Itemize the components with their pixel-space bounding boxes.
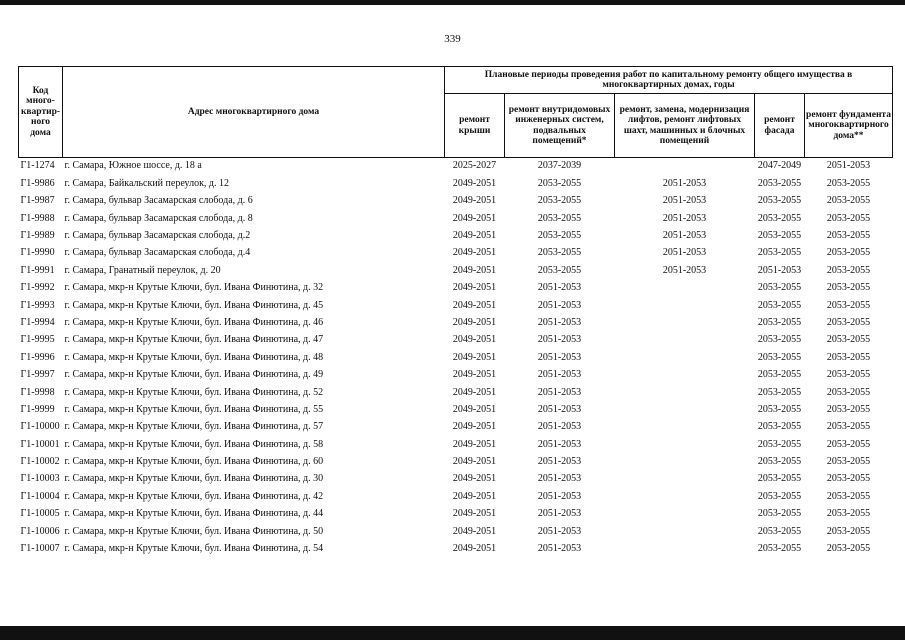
cell-lifts: [615, 419, 755, 436]
cell-roof: 2049-2051: [452, 421, 497, 433]
cell-lifts: [615, 436, 755, 453]
cell-facade: 2053-2055: [757, 490, 802, 502]
table-row: [19, 419, 893, 436]
cell-facade: 2053-2055: [757, 456, 802, 468]
cell-engineering-systems: 2053-2055: [537, 212, 582, 224]
cell-code: Г1-1274: [20, 160, 55, 172]
cell-engineering-systems: 2051-2053: [537, 490, 582, 502]
cell-foundation: 2053-2055: [826, 438, 871, 450]
cell-engineering-systems: 2037-2039: [537, 160, 582, 172]
cell-address: г. Самара, мкр-н Крутые Ключи, бул. Ивана Финютина, д. 30: [64, 473, 324, 485]
cell-facade: 2053-2055: [757, 438, 802, 450]
cell-facade: 2053-2055: [757, 369, 802, 381]
cell-code: Г1-9993: [20, 299, 55, 311]
cell-code: Г1-10007: [20, 543, 60, 555]
cell-roof: 2049-2051: [452, 334, 497, 346]
table-row: [19, 541, 893, 558]
cell-address: г. Самара, мкр-н Крутые Ключи, бул. Ивана Финютина, д. 57: [64, 421, 324, 433]
cell-code: Г1-10000: [20, 421, 60, 433]
cell-foundation: 2053-2055: [826, 543, 871, 555]
cell-address: г. Самара, мкр-н Крутые Ключи, бул. Ивана Финютина, д. 55: [64, 403, 324, 415]
cell-roof: 2049-2051: [452, 212, 497, 224]
cell-roof: 2049-2051: [452, 403, 497, 415]
cell-lifts: 2051-2053: [662, 264, 707, 276]
cell-address: г. Самара, мкр-н Крутые Ключи, бул. Ивана Финютина, д. 54: [64, 543, 324, 555]
cell-engineering-systems: 2051-2053: [537, 543, 582, 555]
table-body: [19, 158, 893, 558]
cell-engineering-systems: 2051-2053: [537, 421, 582, 433]
cell-lifts: [615, 523, 755, 540]
cell-facade: 2053-2055: [757, 421, 802, 433]
cell-roof: 2049-2051: [452, 177, 497, 189]
cell-address: г. Самара, мкр-н Крутые Ключи, бул. Ивана Финютина, д. 49: [64, 369, 324, 381]
cell-roof: 2049-2051: [452, 195, 497, 207]
cell-engineering-systems: 2051-2053: [537, 473, 582, 485]
cell-facade: 2053-2055: [757, 508, 802, 520]
cell-roof: 2049-2051: [452, 282, 497, 294]
top-border-rule: [0, 0, 905, 5]
table-header: [19, 67, 893, 158]
cell-foundation: 2053-2055: [826, 195, 871, 207]
cell-code: Г1-9998: [20, 386, 55, 398]
cell-facade: 2053-2055: [757, 230, 802, 241]
cell-facade: 2053-2055: [757, 316, 802, 328]
cell-roof: 2049-2051: [452, 525, 497, 537]
bottom-border-rule: [0, 626, 905, 640]
cell-address: г. Самара, бульвар Засамарская слобода, д.2: [64, 230, 251, 241]
cell-facade: 2053-2055: [757, 212, 802, 224]
cell-code: Г1-9992: [20, 282, 55, 294]
cell-engineering-systems: 2051-2053: [537, 334, 582, 346]
cell-facade: 2053-2055: [757, 177, 802, 189]
cell-engineering-systems: 2051-2053: [537, 351, 582, 363]
cell-address: г. Самара, мкр-н Крутые Ключи, бул. Ивана Финютина, д. 46: [64, 316, 324, 328]
cell-foundation: 2053-2055: [826, 369, 871, 381]
cell-foundation: 2051-2053: [826, 160, 871, 172]
cell-facade: 2053-2055: [757, 403, 802, 415]
cell-address: г. Самара, Гранатный переулок, д. 20: [64, 264, 221, 276]
cell-facade: 2047-2049: [757, 160, 802, 172]
cell-lifts: [615, 541, 755, 558]
cell-engineering-systems: 2051-2053: [537, 508, 582, 520]
cell-engineering-systems: 2053-2055: [537, 264, 582, 276]
cell-engineering-systems: 2051-2053: [537, 282, 582, 294]
table-row: [19, 401, 893, 418]
table-row: [19, 245, 893, 262]
cell-facade: 2053-2055: [757, 334, 802, 346]
cell-address: г. Самара, бульвар Засамарская слобода, д. 8: [64, 212, 253, 224]
cell-roof: 2049-2051: [452, 490, 497, 502]
table-row: [19, 384, 893, 401]
cell-lifts: [615, 506, 755, 523]
cell-lifts: [615, 367, 755, 384]
header-planned-periods: Плановые периоды проведения работ по капитальному ремонту общего имущества в многоквартирных домах, годы: [445, 67, 893, 94]
cell-facade: 2053-2055: [757, 195, 802, 207]
cell-facade: 2053-2055: [757, 351, 802, 363]
cell-engineering-systems: 2051-2053: [537, 456, 582, 468]
cell-lifts: [615, 332, 755, 349]
cell-roof: 2049-2051: [452, 351, 497, 363]
cell-foundation: 2053-2055: [826, 403, 871, 415]
cell-foundation: 2053-2055: [826, 282, 871, 294]
cell-address: г. Самара, мкр-н Крутые Ключи, бул. Ивана Финютина, д. 32: [64, 282, 324, 294]
cell-code: Г1-10005: [20, 508, 60, 520]
cell-lifts: 2051-2053: [662, 212, 707, 224]
cell-facade: 2053-2055: [757, 299, 802, 311]
cell-address: г. Самара, мкр-н Крутые Ключи, бул. Ивана Финютина, д. 47: [64, 334, 324, 346]
cell-code: Г1-10002: [20, 456, 60, 468]
cell-lifts: [615, 488, 755, 505]
header-engineering-systems: ремонт внутридомовых инженерных систем, подвальных помещений*: [505, 94, 615, 158]
cell-code: Г1-9989: [20, 230, 55, 241]
cell-facade: 2053-2055: [757, 525, 802, 537]
cell-roof: 2025-2027: [452, 160, 497, 172]
cell-foundation: 2053-2055: [826, 421, 871, 433]
cell-lifts: [615, 384, 755, 401]
header-address: Адрес многоквартирного дома: [63, 67, 445, 158]
table-row: [19, 297, 893, 314]
header-lifts: ремонт, замена, модернизация лифтов, ремонт лифтовых шахт, машинных и блочных помещений: [615, 94, 755, 158]
cell-engineering-systems: 2053-2055: [537, 195, 582, 207]
header-foundation: ремонт фундамента многоквартирного дома**: [805, 94, 893, 158]
table-row: [19, 454, 893, 471]
cell-foundation: 2053-2055: [826, 351, 871, 363]
cell-code: Г1-9996: [20, 351, 55, 363]
cell-foundation: 2053-2055: [826, 316, 871, 328]
cell-foundation: 2053-2055: [826, 386, 871, 398]
cell-foundation: 2053-2055: [826, 264, 871, 276]
cell-foundation: 2053-2055: [826, 230, 871, 241]
table-row: [19, 367, 893, 384]
cell-facade: 2053-2055: [757, 543, 802, 555]
cell-foundation: 2053-2055: [826, 299, 871, 311]
table-row: [19, 315, 893, 332]
cell-address: г. Самара, бульвар Засамарская слобода, д.4: [64, 247, 251, 259]
cell-code: Г1-10001: [20, 438, 60, 450]
cell-code: Г1-9990: [20, 247, 55, 259]
capital-repair-table: [18, 66, 893, 558]
cell-lifts: [615, 280, 755, 297]
cell-engineering-systems: 2051-2053: [537, 438, 582, 450]
cell-address: г. Самара, бульвар Засамарская слобода, д. 6: [64, 195, 253, 207]
cell-lifts: [615, 315, 755, 332]
cell-foundation: 2053-2055: [826, 490, 871, 502]
cell-engineering-systems: 2051-2053: [537, 316, 582, 328]
cell-foundation: 2053-2055: [826, 456, 871, 468]
cell-lifts: [615, 297, 755, 314]
table-row: [19, 332, 893, 349]
cell-foundation: 2053-2055: [826, 247, 871, 259]
cell-facade: 2053-2055: [757, 386, 802, 398]
cell-roof: 2049-2051: [452, 369, 497, 381]
cell-lifts: [615, 349, 755, 366]
cell-code: Г1-9991: [20, 264, 55, 276]
cell-address: г. Самара, мкр-н Крутые Ключи, бул. Ивана Финютина, д. 50: [64, 525, 324, 537]
table-row: [19, 228, 893, 245]
cell-engineering-systems: 2053-2055: [537, 230, 582, 241]
cell-facade: 2053-2055: [757, 247, 802, 259]
table-row: [19, 436, 893, 453]
table-row: [19, 523, 893, 540]
cell-address: г. Самара, мкр-н Крутые Ключи, бул. Ивана Финютина, д. 52: [64, 386, 324, 398]
header-roof: ремонт крыши: [445, 94, 505, 158]
cell-lifts: [615, 454, 755, 471]
cell-code: Г1-9987: [20, 195, 55, 207]
cell-lifts: 2051-2053: [662, 230, 707, 241]
cell-roof: 2049-2051: [452, 299, 497, 311]
table-row: [19, 471, 893, 488]
table-row: [19, 158, 893, 176]
cell-foundation: 2053-2055: [826, 508, 871, 520]
cell-engineering-systems: 2053-2055: [537, 247, 582, 259]
cell-roof: 2049-2051: [452, 316, 497, 328]
table-row: [19, 262, 893, 279]
table-row: [19, 210, 893, 227]
cell-foundation: 2053-2055: [826, 334, 871, 346]
cell-engineering-systems: 2051-2053: [537, 299, 582, 311]
cell-engineering-systems: 2051-2053: [537, 403, 582, 415]
cell-roof: 2049-2051: [452, 473, 497, 485]
cell-roof: 2049-2051: [452, 230, 497, 241]
cell-address: г. Самара, мкр-н Крутые Ключи, бул. Ивана Финютина, д. 44: [64, 508, 324, 520]
cell-roof: 2049-2051: [452, 247, 497, 259]
cell-roof: 2049-2051: [452, 264, 497, 276]
table-row: [19, 349, 893, 366]
cell-facade: 2053-2055: [757, 282, 802, 294]
cell-foundation: 2053-2055: [826, 212, 871, 224]
cell-lifts: 2051-2053: [662, 195, 707, 207]
cell-lifts: [615, 471, 755, 488]
cell-engineering-systems: 2051-2053: [537, 386, 582, 398]
cell-roof: 2049-2051: [452, 438, 497, 450]
cell-lifts: 2051-2053: [662, 177, 707, 189]
table-row: [19, 280, 893, 297]
cell-address: г. Самара, мкр-н Крутые Ключи, бул. Ивана Финютина, д. 42: [64, 490, 324, 502]
cell-address: г. Самара, мкр-н Крутые Ключи, бул. Ивана Финютина, д. 60: [64, 456, 324, 468]
cell-roof: 2049-2051: [452, 386, 497, 398]
cell-lifts: [615, 158, 755, 176]
cell-code: Г1-9997: [20, 369, 55, 381]
table-row: [19, 193, 893, 210]
table-row: [19, 175, 893, 192]
header-code: Код много-квартир-ного дома: [19, 67, 63, 158]
cell-code: Г1-10003: [20, 473, 60, 485]
cell-code: Г1-9986: [20, 177, 55, 189]
cell-foundation: 2053-2055: [826, 525, 871, 537]
cell-roof: 2049-2051: [452, 508, 497, 520]
cell-facade: 2051-2053: [757, 264, 802, 276]
cell-facade: 2053-2055: [757, 473, 802, 485]
cell-code: Г1-9995: [20, 334, 55, 346]
cell-code: Г1-10006: [20, 525, 60, 537]
cell-code: Г1-9994: [20, 316, 55, 328]
cell-roof: 2049-2051: [452, 543, 497, 555]
cell-foundation: 2053-2055: [826, 177, 871, 189]
cell-lifts: [615, 401, 755, 418]
cell-address: г. Самара, Южное шоссе, д. 18 а: [64, 160, 202, 172]
header-facade: ремонт фасада: [755, 94, 805, 158]
cell-engineering-systems: 2053-2055: [537, 177, 582, 189]
cell-code: Г1-9988: [20, 212, 55, 224]
cell-address: г. Самара, мкр-н Крутые Ключи, бул. Ивана Финютина, д. 45: [64, 299, 324, 311]
cell-lifts: 2051-2053: [662, 247, 707, 259]
cell-address: г. Самара, мкр-н Крутые Ключи, бул. Ивана Финютина, д. 48: [64, 351, 324, 363]
table-row: [19, 506, 893, 523]
cell-address: г. Самара, Байкальский переулок, д. 12: [64, 177, 230, 189]
cell-address: г. Самара, мкр-н Крутые Ключи, бул. Ивана Финютина, д. 58: [64, 438, 324, 450]
table-row: [19, 488, 893, 505]
cell-code: Г1-9999: [20, 403, 55, 415]
cell-engineering-systems: 2051-2053: [537, 525, 582, 537]
cell-engineering-systems: 2051-2053: [537, 369, 582, 381]
cell-foundation: 2053-2055: [826, 473, 871, 485]
page-number: 339: [444, 33, 461, 45]
cell-code: Г1-10004: [20, 490, 60, 502]
cell-roof: 2049-2051: [452, 456, 497, 468]
